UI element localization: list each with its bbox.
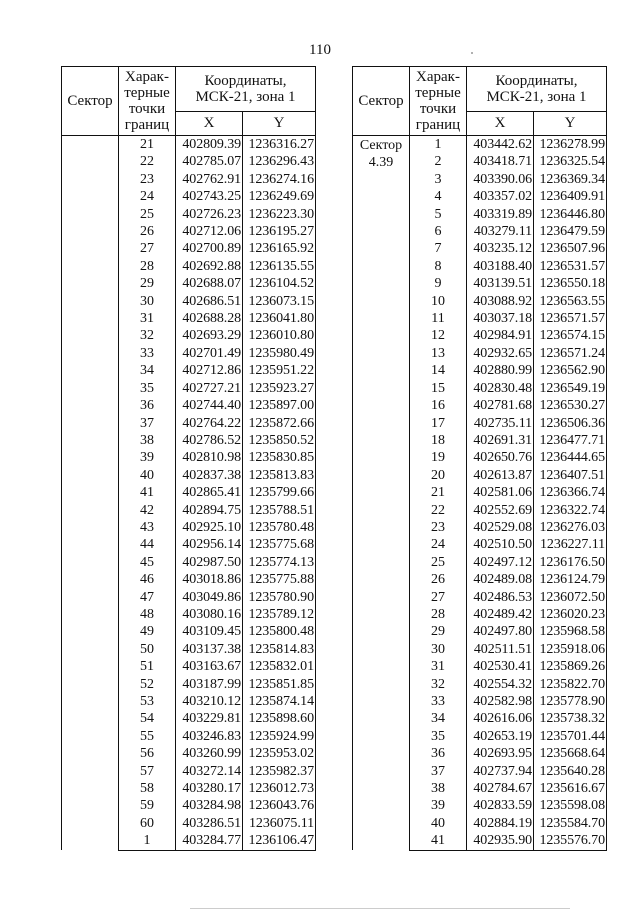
scan-artifact-line xyxy=(190,908,570,909)
y-coordinate-cell: 1235850.52 xyxy=(243,432,316,449)
point-number-cell: 60 xyxy=(119,815,176,832)
x-coordinate-cell: 403188.40 xyxy=(467,258,534,275)
x-coordinate-cell: 402743.25 xyxy=(176,188,243,205)
point-number-cell: 11 xyxy=(410,310,467,327)
x-coordinate-cell: 403235.12 xyxy=(467,240,534,257)
x-coordinate-cell: 403088.92 xyxy=(467,293,534,310)
point-number-cell: 33 xyxy=(410,693,467,710)
point-number-cell: 38 xyxy=(410,780,467,797)
point-number-cell: 33 xyxy=(119,345,176,362)
header-y: Y xyxy=(243,112,316,136)
y-coordinate-cell: 1235814.83 xyxy=(243,641,316,658)
x-coordinate-cell: 403272.14 xyxy=(176,763,243,780)
y-coordinate-cell: 1236176.50 xyxy=(534,554,607,571)
y-coordinate-cell: 1236574.15 xyxy=(534,327,607,344)
y-coordinate-cell: 1236563.55 xyxy=(534,293,607,310)
x-coordinate-cell: 403210.12 xyxy=(176,693,243,710)
point-number-cell: 10 xyxy=(410,293,467,310)
y-coordinate-cell: 1236276.03 xyxy=(534,519,607,536)
x-coordinate-cell: 402809.39 xyxy=(176,136,243,154)
x-coordinate-cell: 403049.86 xyxy=(176,589,243,606)
y-coordinate-cell: 1235774.13 xyxy=(243,554,316,571)
x-coordinate-cell: 402785.07 xyxy=(176,153,243,170)
y-coordinate-cell: 1235980.49 xyxy=(243,345,316,362)
header-points-line1: Харак- xyxy=(125,69,169,85)
y-coordinate-cell: 1236124.79 xyxy=(534,571,607,588)
x-coordinate-cell: 402726.23 xyxy=(176,206,243,223)
point-number-cell: 19 xyxy=(410,449,467,466)
y-coordinate-cell: 1235668.64 xyxy=(534,745,607,762)
y-coordinate-cell: 1235775.88 xyxy=(243,571,316,588)
x-coordinate-cell: 402701.49 xyxy=(176,345,243,362)
point-number-cell: 24 xyxy=(119,188,176,205)
x-coordinate-cell: 402552.69 xyxy=(467,502,534,519)
y-coordinate-cell: 1236369.34 xyxy=(534,171,607,188)
x-coordinate-cell: 403018.86 xyxy=(176,571,243,588)
x-coordinate-cell: 402650.76 xyxy=(467,449,534,466)
point-number-cell: 30 xyxy=(410,641,467,658)
point-number-cell: 22 xyxy=(410,502,467,519)
y-coordinate-cell: 1235898.60 xyxy=(243,710,316,727)
y-coordinate-cell: 1236562.90 xyxy=(534,362,607,379)
point-number-cell: 50 xyxy=(119,641,176,658)
y-coordinate-cell: 1236550.18 xyxy=(534,275,607,292)
y-coordinate-cell: 1235872.66 xyxy=(243,415,316,432)
point-number-cell: 28 xyxy=(410,606,467,623)
point-number-cell: 47 xyxy=(119,589,176,606)
x-coordinate-cell: 402489.08 xyxy=(467,571,534,588)
point-number-cell: 7 xyxy=(410,240,467,257)
x-coordinate-cell: 402727.21 xyxy=(176,380,243,397)
x-coordinate-cell: 403390.06 xyxy=(467,171,534,188)
point-number-cell: 40 xyxy=(410,815,467,832)
y-coordinate-cell: 1235897.00 xyxy=(243,397,316,414)
header-coordinates-line2: МСК-21, зона 1 xyxy=(195,89,296,105)
point-number-cell: 29 xyxy=(410,623,467,640)
point-number-cell: 58 xyxy=(119,780,176,797)
sector-cell xyxy=(353,136,410,851)
header-coordinates-line1: Координаты, xyxy=(204,73,287,89)
y-coordinate-cell: 1236366.74 xyxy=(534,484,607,501)
sector-number: 4.39 xyxy=(368,155,394,170)
point-number-cell: 35 xyxy=(119,380,176,397)
y-coordinate-cell: 1236249.69 xyxy=(243,188,316,205)
y-coordinate-cell: 1235851.85 xyxy=(243,676,316,693)
x-coordinate-cell: 402837.38 xyxy=(176,467,243,484)
x-coordinate-cell: 402530.41 xyxy=(467,658,534,675)
point-number-cell: 34 xyxy=(119,362,176,379)
x-coordinate-cell: 402529.08 xyxy=(467,519,534,536)
header-coordinates-line2: МСК-21, зона 1 xyxy=(486,89,587,105)
x-coordinate-cell: 402865.41 xyxy=(176,484,243,501)
x-coordinate-cell: 403280.17 xyxy=(176,780,243,797)
point-number-cell: 23 xyxy=(410,519,467,536)
y-coordinate-cell: 1236075.11 xyxy=(243,815,316,832)
y-coordinate-cell: 1236571.24 xyxy=(534,345,607,362)
y-coordinate-cell: 1235598.08 xyxy=(534,797,607,814)
point-number-cell: 39 xyxy=(410,797,467,814)
point-number-cell: 1 xyxy=(119,832,176,850)
point-number-cell: 25 xyxy=(119,206,176,223)
point-number-cell: 59 xyxy=(119,797,176,814)
y-coordinate-cell: 1235616.67 xyxy=(534,780,607,797)
x-coordinate-cell: 402894.75 xyxy=(176,502,243,519)
x-coordinate-cell: 402925.10 xyxy=(176,519,243,536)
y-coordinate-cell: 1235951.22 xyxy=(243,362,316,379)
x-coordinate-cell: 402784.67 xyxy=(467,780,534,797)
header-points-line4: границ xyxy=(415,117,461,133)
point-number-cell: 23 xyxy=(119,171,176,188)
point-number-cell: 26 xyxy=(410,571,467,588)
y-coordinate-cell: 1235701.44 xyxy=(534,728,607,745)
point-number-cell: 39 xyxy=(119,449,176,466)
y-coordinate-cell: 1235800.48 xyxy=(243,623,316,640)
y-coordinate-cell: 1235780.48 xyxy=(243,519,316,536)
header-points xyxy=(410,67,467,136)
point-number-cell: 55 xyxy=(119,728,176,745)
y-coordinate-cell: 1236012.73 xyxy=(243,780,316,797)
point-number-cell: 45 xyxy=(119,554,176,571)
point-number-cell: 2 xyxy=(410,153,467,170)
x-coordinate-cell: 402737.94 xyxy=(467,763,534,780)
point-number-cell: 18 xyxy=(410,432,467,449)
point-number-cell: 21 xyxy=(410,484,467,501)
header-x: X xyxy=(176,112,243,136)
point-number-cell: 54 xyxy=(119,710,176,727)
point-number-cell: 51 xyxy=(119,658,176,675)
point-number-cell: 6 xyxy=(410,223,467,240)
x-coordinate-cell: 403286.51 xyxy=(176,815,243,832)
sector-cell xyxy=(62,136,119,851)
x-coordinate-cell: 402582.98 xyxy=(467,693,534,710)
point-number-cell: 14 xyxy=(410,362,467,379)
point-number-cell: 46 xyxy=(119,571,176,588)
x-coordinate-cell: 402762.91 xyxy=(176,171,243,188)
point-number-cell: 49 xyxy=(119,623,176,640)
y-coordinate-cell: 1236477.71 xyxy=(534,432,607,449)
x-coordinate-cell: 403357.02 xyxy=(467,188,534,205)
point-number-cell: 27 xyxy=(119,240,176,257)
y-coordinate-cell: 1236020.23 xyxy=(534,606,607,623)
y-coordinate-cell: 1236043.76 xyxy=(243,797,316,814)
point-number-cell: 31 xyxy=(119,310,176,327)
y-coordinate-cell: 1235813.83 xyxy=(243,467,316,484)
y-coordinate-cell: 1236296.43 xyxy=(243,153,316,170)
point-number-cell: 41 xyxy=(410,832,467,850)
point-number-cell: 24 xyxy=(410,536,467,553)
point-number-cell: 36 xyxy=(410,745,467,762)
y-coordinate-cell: 1235832.01 xyxy=(243,658,316,675)
y-coordinate-cell: 1235822.70 xyxy=(534,676,607,693)
point-number-cell: 25 xyxy=(410,554,467,571)
x-coordinate-cell: 402987.50 xyxy=(176,554,243,571)
x-coordinate-cell: 403279.11 xyxy=(467,223,534,240)
point-number-cell: 53 xyxy=(119,693,176,710)
header-x: X xyxy=(467,112,534,136)
page-number: 110 xyxy=(309,42,331,58)
y-coordinate-cell: 1236104.52 xyxy=(243,275,316,292)
point-number-cell: 35 xyxy=(410,728,467,745)
y-coordinate-cell: 1235982.37 xyxy=(243,763,316,780)
coordinates-table-right xyxy=(352,66,607,851)
point-number-cell: 29 xyxy=(119,275,176,292)
x-coordinate-cell: 403442.62 xyxy=(467,136,534,154)
y-coordinate-cell: 1236325.54 xyxy=(534,153,607,170)
y-coordinate-cell: 1235576.70 xyxy=(534,832,607,850)
point-number-cell: 42 xyxy=(119,502,176,519)
x-coordinate-cell: 402781.68 xyxy=(467,397,534,414)
x-coordinate-cell: 402884.19 xyxy=(467,815,534,832)
point-number-cell: 28 xyxy=(119,258,176,275)
header-coordinates-line1: Координаты, xyxy=(495,73,578,89)
point-number-cell: 26 xyxy=(119,223,176,240)
point-number-cell: 37 xyxy=(119,415,176,432)
y-coordinate-cell: 1235918.06 xyxy=(534,641,607,658)
x-coordinate-cell: 403080.16 xyxy=(176,606,243,623)
x-coordinate-cell: 403037.18 xyxy=(467,310,534,327)
point-number-cell: 3 xyxy=(410,171,467,188)
x-coordinate-cell: 402880.99 xyxy=(467,362,534,379)
y-coordinate-cell: 1235640.28 xyxy=(534,763,607,780)
x-coordinate-cell: 403284.77 xyxy=(176,832,243,850)
y-coordinate-cell: 1235799.66 xyxy=(243,484,316,501)
y-coordinate-cell: 1236041.80 xyxy=(243,310,316,327)
x-coordinate-cell: 402984.91 xyxy=(467,327,534,344)
y-coordinate-cell: 1236479.59 xyxy=(534,223,607,240)
y-coordinate-cell: 1236135.55 xyxy=(243,258,316,275)
point-number-cell: 1 xyxy=(410,136,467,154)
y-coordinate-cell: 1236530.27 xyxy=(534,397,607,414)
x-coordinate-cell: 403229.81 xyxy=(176,710,243,727)
point-number-cell: 5 xyxy=(410,206,467,223)
sector-label: Сектор xyxy=(359,138,403,153)
y-coordinate-cell: 1236072.50 xyxy=(534,589,607,606)
x-coordinate-cell: 402554.32 xyxy=(467,676,534,693)
coordinates-table-left xyxy=(61,66,316,851)
x-coordinate-cell: 402735.11 xyxy=(467,415,534,432)
x-coordinate-cell: 402693.95 xyxy=(467,745,534,762)
y-coordinate-cell: 1236407.51 xyxy=(534,467,607,484)
y-coordinate-cell: 1236274.16 xyxy=(243,171,316,188)
x-coordinate-cell: 403284.98 xyxy=(176,797,243,814)
y-coordinate-cell: 1236316.27 xyxy=(243,136,316,154)
x-coordinate-cell: 402581.06 xyxy=(467,484,534,501)
header-sector: Сектор xyxy=(353,67,410,136)
x-coordinate-cell: 402613.87 xyxy=(467,467,534,484)
point-number-cell: 15 xyxy=(410,380,467,397)
header-coordinates xyxy=(467,67,607,112)
y-coordinate-cell: 1236106.47 xyxy=(243,832,316,850)
point-number-cell: 52 xyxy=(119,676,176,693)
y-coordinate-cell: 1236223.30 xyxy=(243,206,316,223)
point-number-cell: 17 xyxy=(410,415,467,432)
header-points-line2: терные xyxy=(124,85,170,101)
point-number-cell: 12 xyxy=(410,327,467,344)
y-coordinate-cell: 1235953.02 xyxy=(243,745,316,762)
point-number-cell: 43 xyxy=(119,519,176,536)
y-coordinate-cell: 1236571.57 xyxy=(534,310,607,327)
point-number-cell: 4 xyxy=(410,188,467,205)
y-coordinate-cell: 1235830.85 xyxy=(243,449,316,466)
x-coordinate-cell: 402688.07 xyxy=(176,275,243,292)
x-coordinate-cell: 402956.14 xyxy=(176,536,243,553)
header-coordinates xyxy=(176,67,316,112)
point-number-cell: 57 xyxy=(119,763,176,780)
y-coordinate-cell: 1236549.19 xyxy=(534,380,607,397)
x-coordinate-cell: 402511.51 xyxy=(467,641,534,658)
x-coordinate-cell: 402691.31 xyxy=(467,432,534,449)
point-number-cell: 37 xyxy=(410,763,467,780)
y-coordinate-cell: 1236010.80 xyxy=(243,327,316,344)
y-coordinate-cell: 1236073.15 xyxy=(243,293,316,310)
x-coordinate-cell: 402786.52 xyxy=(176,432,243,449)
x-coordinate-cell: 402712.06 xyxy=(176,223,243,240)
point-number-cell: 41 xyxy=(119,484,176,501)
point-number-cell: 8 xyxy=(410,258,467,275)
y-coordinate-cell: 1235738.32 xyxy=(534,710,607,727)
x-coordinate-cell: 403319.89 xyxy=(467,206,534,223)
x-coordinate-cell: 402510.50 xyxy=(467,536,534,553)
point-number-cell: 32 xyxy=(410,676,467,693)
point-number-cell: 40 xyxy=(119,467,176,484)
point-number-cell: 32 xyxy=(119,327,176,344)
y-coordinate-cell: 1236444.65 xyxy=(534,449,607,466)
y-coordinate-cell: 1235775.68 xyxy=(243,536,316,553)
point-number-cell: 16 xyxy=(410,397,467,414)
y-coordinate-cell: 1235874.14 xyxy=(243,693,316,710)
x-coordinate-cell: 403187.99 xyxy=(176,676,243,693)
table-row xyxy=(353,136,607,154)
x-coordinate-cell: 402712.86 xyxy=(176,362,243,379)
y-coordinate-cell: 1235584.70 xyxy=(534,815,607,832)
y-coordinate-cell: 1236195.27 xyxy=(243,223,316,240)
header-y: Y xyxy=(534,112,607,136)
x-coordinate-cell: 402688.28 xyxy=(176,310,243,327)
x-coordinate-cell: 402497.80 xyxy=(467,623,534,640)
header-points-line1: Харак- xyxy=(416,69,460,85)
x-coordinate-cell: 402692.88 xyxy=(176,258,243,275)
y-coordinate-cell: 1236165.92 xyxy=(243,240,316,257)
header-points-line2: терные xyxy=(415,85,461,101)
y-coordinate-cell: 1236278.99 xyxy=(534,136,607,154)
y-coordinate-cell: 1235924.99 xyxy=(243,728,316,745)
y-coordinate-cell: 1235778.90 xyxy=(534,693,607,710)
header-points-line3: точки xyxy=(419,101,457,117)
x-coordinate-cell: 402693.29 xyxy=(176,327,243,344)
y-coordinate-cell: 1236506.36 xyxy=(534,415,607,432)
y-coordinate-cell: 1236227.11 xyxy=(534,536,607,553)
x-coordinate-cell: 402616.06 xyxy=(467,710,534,727)
point-number-cell: 48 xyxy=(119,606,176,623)
point-number-cell: 34 xyxy=(410,710,467,727)
y-coordinate-cell: 1236507.96 xyxy=(534,240,607,257)
y-coordinate-cell: 1235788.51 xyxy=(243,502,316,519)
point-number-cell: 9 xyxy=(410,275,467,292)
y-coordinate-cell: 1235968.58 xyxy=(534,623,607,640)
y-coordinate-cell: 1236531.57 xyxy=(534,258,607,275)
header-sector: Сектор xyxy=(62,67,119,136)
x-coordinate-cell: 402810.98 xyxy=(176,449,243,466)
x-coordinate-cell: 402764.22 xyxy=(176,415,243,432)
x-coordinate-cell: 403418.71 xyxy=(467,153,534,170)
point-number-cell: 21 xyxy=(119,136,176,154)
x-coordinate-cell: 403139.51 xyxy=(467,275,534,292)
point-number-cell: 36 xyxy=(119,397,176,414)
x-coordinate-cell: 402489.42 xyxy=(467,606,534,623)
y-coordinate-cell: 1236409.91 xyxy=(534,188,607,205)
x-coordinate-cell: 402935.90 xyxy=(467,832,534,850)
point-number-cell: 13 xyxy=(410,345,467,362)
x-coordinate-cell: 402833.59 xyxy=(467,797,534,814)
point-number-cell: 27 xyxy=(410,589,467,606)
point-number-cell: 44 xyxy=(119,536,176,553)
header-points-line3: точки xyxy=(128,101,166,117)
x-coordinate-cell: 403109.45 xyxy=(176,623,243,640)
y-coordinate-cell: 1235869.26 xyxy=(534,658,607,675)
y-coordinate-cell: 1236446.80 xyxy=(534,206,607,223)
x-coordinate-cell: 403246.83 xyxy=(176,728,243,745)
scan-speck xyxy=(471,52,473,54)
y-coordinate-cell: 1236322.74 xyxy=(534,502,607,519)
x-coordinate-cell: 403137.38 xyxy=(176,641,243,658)
header-points xyxy=(119,67,176,136)
x-coordinate-cell: 402932.65 xyxy=(467,345,534,362)
table-row xyxy=(62,136,316,154)
x-coordinate-cell: 403260.99 xyxy=(176,745,243,762)
x-coordinate-cell: 402486.53 xyxy=(467,589,534,606)
point-number-cell: 38 xyxy=(119,432,176,449)
y-coordinate-cell: 1235780.90 xyxy=(243,589,316,606)
point-number-cell: 22 xyxy=(119,153,176,170)
point-number-cell: 30 xyxy=(119,293,176,310)
x-coordinate-cell: 402653.19 xyxy=(467,728,534,745)
x-coordinate-cell: 402700.89 xyxy=(176,240,243,257)
x-coordinate-cell: 402830.48 xyxy=(467,380,534,397)
y-coordinate-cell: 1235923.27 xyxy=(243,380,316,397)
header-points-line4: границ xyxy=(124,117,170,133)
point-number-cell: 56 xyxy=(119,745,176,762)
point-number-cell: 31 xyxy=(410,658,467,675)
x-coordinate-cell: 402686.51 xyxy=(176,293,243,310)
x-coordinate-cell: 402744.40 xyxy=(176,397,243,414)
x-coordinate-cell: 403163.67 xyxy=(176,658,243,675)
point-number-cell: 20 xyxy=(410,467,467,484)
x-coordinate-cell: 402497.12 xyxy=(467,554,534,571)
y-coordinate-cell: 1235789.12 xyxy=(243,606,316,623)
